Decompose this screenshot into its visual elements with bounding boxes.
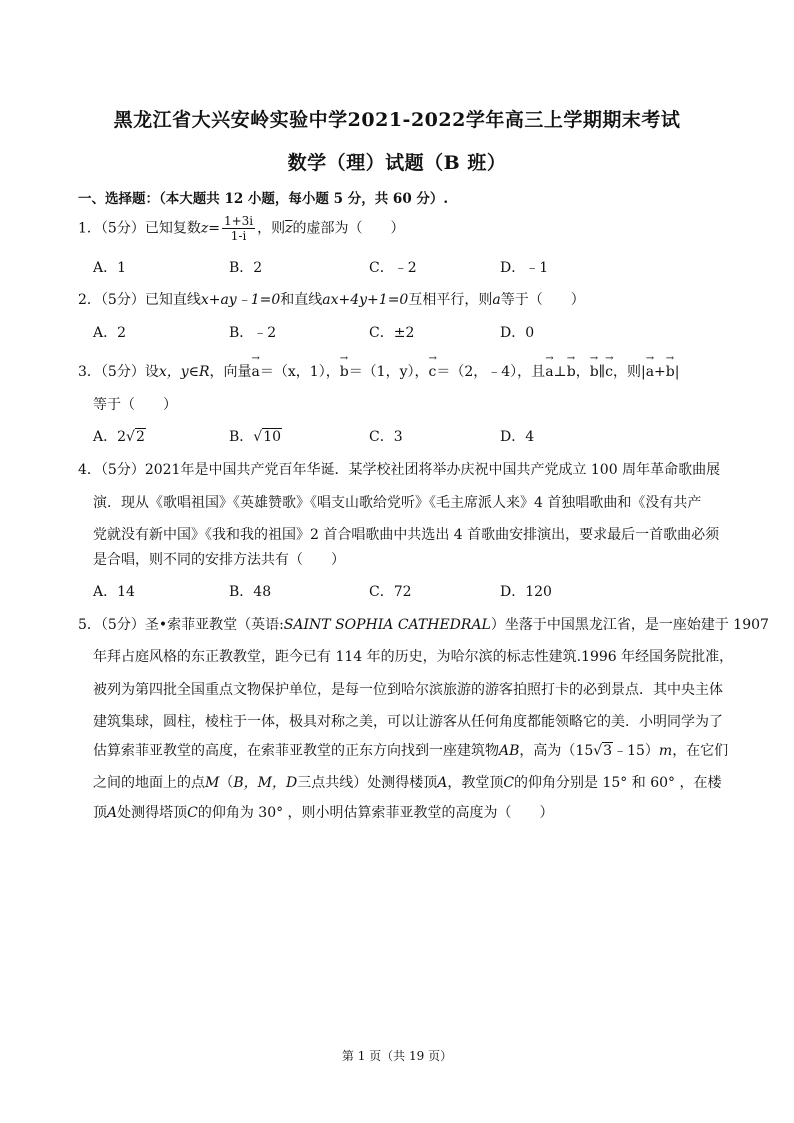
question-1: 1．（5分）已知复数z= $\frac{1+3i}{1-i}$ ，则$\overline{z}$的虚部为（ ） — [78, 214, 405, 243]
question-5-line1: 5．（5分）圣•索菲亚教堂（英语:SAINT SOPHIA CATHEDRAL）坐落于中国黑龙江省，是一座始建于 1907 — [78, 617, 769, 633]
question-5-line6: 之间的地面上的点M（B，M，D三点共线）处测得楼顶A，教堂顶C的仰角分别是 15° 和 60° ，在楼 — [93, 775, 722, 791]
q4-option-a: A．14 — [93, 584, 135, 600]
q2-option-a: A．2 — [93, 325, 127, 341]
question-3: 3．（5分）设x，y∈R，向量→ a＝（x，1），→ b＝（1，y），→ c＝（2，﹣4），且→ a⊥→ b，→ b∥→ c，则|→ a+→ b| — [78, 361, 679, 381]
exam-subtitle: 数学（理）试题（B 班） — [287, 152, 507, 174]
question-5-line4: 建筑集球，圆柱，棱柱于一体，极具对称之美，可以让游客从任何角度都能领略它的美．小明同学为了 — [93, 714, 723, 730]
question-4-line2: 演．现从《歌唱祖国》《英雄赞歌》《唱支山歌给党听》《毛主席派人来》4 首独唱歌曲和《没有共产 — [93, 495, 702, 511]
q2-option-c: C．±2 — [369, 325, 415, 341]
z-conjugate: $\overline{z}$ — [285, 220, 293, 237]
q2-option-d: D．0 — [500, 325, 535, 341]
question-5-line7: 顶A处测得塔顶C的仰角为 30° ，则小明估算索菲亚教堂的高度为（ ） — [93, 805, 554, 821]
sqrt-symbol: √3 — [593, 743, 613, 759]
section-heading: 一、选择题：（本大题共 12 小题，每小题 5 分，共 60 分）. — [78, 191, 449, 207]
question-4-line3: 党就没有新中国》《我和我的祖国》2 首合唱歌曲中共选出 4 首歌曲安排演出，要求最后一首歌曲必须 — [93, 527, 720, 543]
q4-option-d: D．120 — [500, 584, 552, 600]
q2-option-b: B．﹣2 — [229, 325, 277, 341]
q3-option-d: D．4 — [500, 429, 535, 445]
q4-option-b: B．48 — [229, 584, 272, 600]
q1-option-a: A．1 — [93, 260, 127, 276]
question-3-line2: 等于（ ） — [93, 397, 177, 413]
question-5-line3: 被列为第四批全国重点文物保护单位，是每一位到哈尔滨旅游的游客拍照打卡的必到景点．其中央主体 — [93, 682, 723, 698]
q3-option-a: A．2√2 — [93, 429, 145, 445]
question-2: 2．（5分）已知直线x+ay﹣1=0和直线ax+4y+1=0互相平行，则a等于（ ） — [78, 292, 585, 308]
question-5-line2: 年拜占庭风格的东正教教堂，距今已有 114 年的历史，为哈尔滨的标志性建筑.1996 年经国务院批准， — [93, 649, 734, 665]
q1-option-d: D．﹣1 — [500, 260, 549, 276]
question-4-line4: 是合唱，则不同的安排方法共有（ ） — [93, 552, 345, 568]
q1-option-c: C．﹣2 — [369, 260, 417, 276]
sqrt-symbol: √2 — [126, 429, 145, 445]
q4-option-c: C．72 — [369, 584, 412, 600]
question-5-line5: 估算索菲亚教堂的高度，在索菲亚教堂的正东方向找到一座建筑物AB，高为（15√3﹣15）m，在它们 — [93, 743, 729, 759]
sqrt-symbol: √10 — [253, 429, 282, 445]
exam-title: 黑龙江省大兴安岭实验中学2021-2022学年高三上学期期末考试 — [113, 109, 681, 131]
q3-option-b: B．√10 — [229, 429, 282, 445]
question-4-line1: 4．（5分）2021年是中国共产党百年华诞．某学校社团将举办庆祝中国共产党成立 100 周年革命歌曲展 — [78, 462, 721, 478]
q1-option-b: B．2 — [229, 260, 263, 276]
page-footer: 第 1 页（共 19 页） — [341, 1049, 453, 1063]
fraction: $\frac{1+3i}{1-i}$ — [223, 214, 254, 243]
q3-option-c: C．3 — [369, 429, 403, 445]
